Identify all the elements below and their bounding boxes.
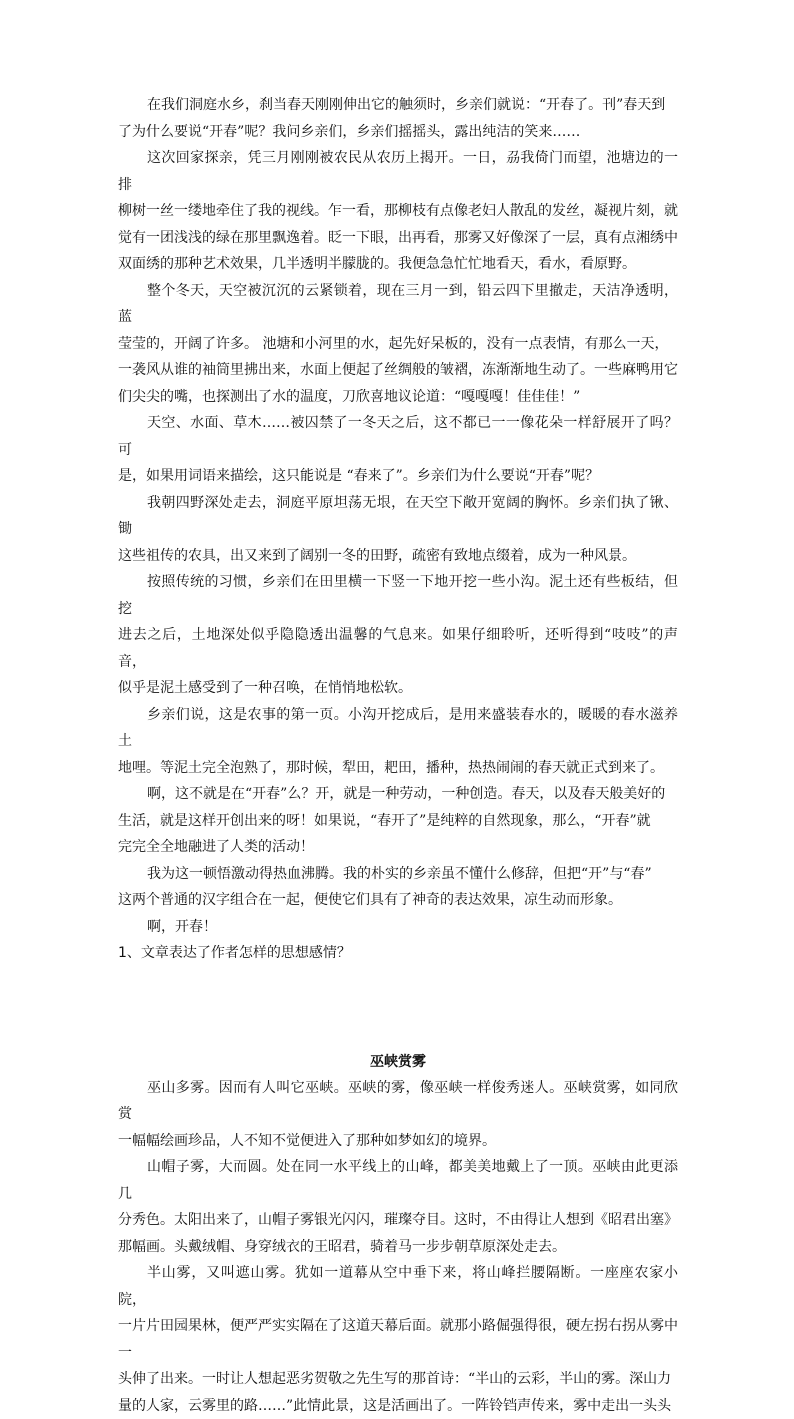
text-line: 分秀色。太阳出来了，山帽子雾银光闪闪，璀璨夺目。这时，不由得让人想到《昭君出塞》: [118, 1212, 678, 1228]
paragraph: [118, 1260, 678, 1419]
text-line: 莹莹的，开阔了许多。 池塘和小河里的水，起先好呆板的，没有一点表情，有那么一天，: [118, 336, 668, 352]
text-line: 柳树一丝一缕地牵住了我的视线。乍一看，那柳枝有点像老妇人散乱的发丝，凝视片刻，就: [118, 203, 678, 219]
text-line: 似乎是泥土感受到了一种召唤，在悄悄地松软。: [118, 680, 412, 696]
text-line: 一袭风从谁的袖筒里拂出来，水面上便起了丝绸般的皱褶，冻渐渐地生动了。一些麻鸭用它: [118, 362, 678, 378]
text-line: 天空、水面、草木……被囚禁了一冬天之后，这不都已一一像花朵一样舒展开了吗？可: [118, 415, 678, 458]
text-line: 是，如果用词语来描绘，这只能说是 “春来了”。乡亲们为什么要说“开春”呢？: [118, 468, 599, 484]
paragraph: [118, 1154, 678, 1260]
text-line: 了为什么要说“开春”呢？我问乡亲们，乡亲们摇摇头，露出纯洁的笑来……: [118, 124, 580, 140]
text-line: 们尖尖的嘴，也探测出了水的温度，刀欣喜地议论道：“嘎嘎嘎！佳佳佳！”: [118, 389, 580, 405]
article-wuxia: [118, 1075, 678, 1419]
text-line: 山帽子雾，大而圆。处在同一水平线上的山峰，都美美地戴上了一顶。巫峡由此更添几: [118, 1159, 678, 1202]
paragraph: [118, 278, 678, 411]
text-line: 我为这一顿悟激动得热血沸腾。我的朴实的乡亲虽不懂什么修辞，但把“开”与“春”: [147, 866, 652, 882]
text-line: 啊，这不就是在“开春”么？开，就是一种劳动，一种创造。春天，以及春天般美好的: [147, 786, 665, 802]
text-line: 啊，开春！: [147, 919, 217, 935]
text-line: 觉有一团浅浅的绿在那里飘逸着。眨一下眼，出再看，那雾又好像深了一层，真有点湘绣中: [118, 230, 678, 246]
text-line: 整个冬天，天空被沉沉的云紧锁着，现在三月一到，铅云四下里撤走，天洁净透明，蓝: [118, 283, 678, 326]
text-line: 进去之后，土地深处似乎隐隐透出温馨的气息来。如果仔细聆听，还听得到“吱吱”的声音，: [118, 627, 678, 670]
text-line: 半山雾，又叫遮山雾。犹如一道幕从空中垂下来，将山峰拦腰隔断。一座座农家小院，: [118, 1265, 678, 1308]
text-line: 生活，就是这样开创出来的呀！如果说，“春开了”是纯粹的自然现象，那么，“开春”就: [118, 813, 651, 829]
paragraph: [118, 569, 678, 702]
paragraph: [118, 145, 678, 278]
text-line: 在我们洞庭水乡，刹当春天刚刚伸出它的触须时，乡亲们就说：“开春了。刊”春天到: [147, 97, 665, 113]
article-kaichun: [118, 92, 678, 940]
question-1: 1、文章表达了作者怎样的思想感情？: [118, 940, 678, 967]
text-line: 这两个普通的汉字组合在一起，便使它们具有了神奇的表达效果，凉生动而形象。: [118, 892, 622, 908]
text-line: 头伸了出来。一时让人想起恶劣贺敬之先生写的那首诗：“半山的云彩，半山的雾。深山力: [118, 1371, 671, 1387]
paragraph: [118, 914, 678, 941]
paragraph: [118, 1075, 678, 1155]
paragraph: [118, 781, 678, 861]
text-line: 巫山多雾。因而有人叫它巫峡。巫峡的雾，像巫峡一样俊秀迷人。巫峡赏雾，如同欣赏: [118, 1080, 678, 1123]
text-line: 量的人家，云雾里的路……”此情此景，这是活画出了。一阵铃铛声传来，雾中走出一头头: [118, 1398, 671, 1414]
document-page: [118, 92, 678, 1419]
text-line: 这些祖传的农具，出又来到了阔别一冬的田野，疏密有致地点缀着，成为一种风景。: [118, 548, 636, 564]
paragraph: [118, 410, 678, 490]
text-line: 双面绣的那种艺术效果，几半透明半朦胧的。我便急急忙忙地看天，看水，看原野。: [118, 256, 636, 272]
text-line: 按照传统的习惯，乡亲们在田里横一下竖一下地开挖一些小沟。泥土还有些板结，但挖: [118, 574, 678, 617]
paragraph: [118, 92, 678, 145]
text-line: 地哩。等泥土完全泡熟了，那时候，犁田，耙田，播种，热热闹闹的春天就正式到来了。: [118, 760, 664, 776]
article-title-wuxia: 巫峡赏雾: [118, 1049, 678, 1075]
text-line: 完完全全地融进了人类的活动！: [118, 839, 314, 855]
text-line: 那幅画。头戴绒帽、身穿绒衣的王昭君，骑着马一步步朝草原深处走去。: [118, 1239, 566, 1255]
text-line: 这次回家探亲，凭三月刚刚被农民从农历上揭开。一日，刕我倚门而望，池塘边的一排: [118, 150, 678, 193]
paragraph: [118, 490, 678, 570]
text-line: 一片片田园果林，便严严实实隔在了这道天幕后面。就那小路倔强得很，硬左拐右拐从雾中一: [118, 1318, 678, 1361]
paragraph: [118, 702, 678, 782]
paragraph: [118, 861, 678, 914]
text-line: 一幅幅绘画珍品，人不知不觉便进入了那种如梦如幻的境界。: [118, 1133, 496, 1149]
text-line: 我朝四野深处走去，洞庭平原坦荡无垠，在天空下敞开宽阔的胸怀。乡亲们执了锹、锄: [118, 495, 678, 538]
text-line: 乡亲们说，这是农事的第一页。小沟开挖成后，是用来盛装春水的，暖暖的春水滋养土: [118, 707, 678, 750]
